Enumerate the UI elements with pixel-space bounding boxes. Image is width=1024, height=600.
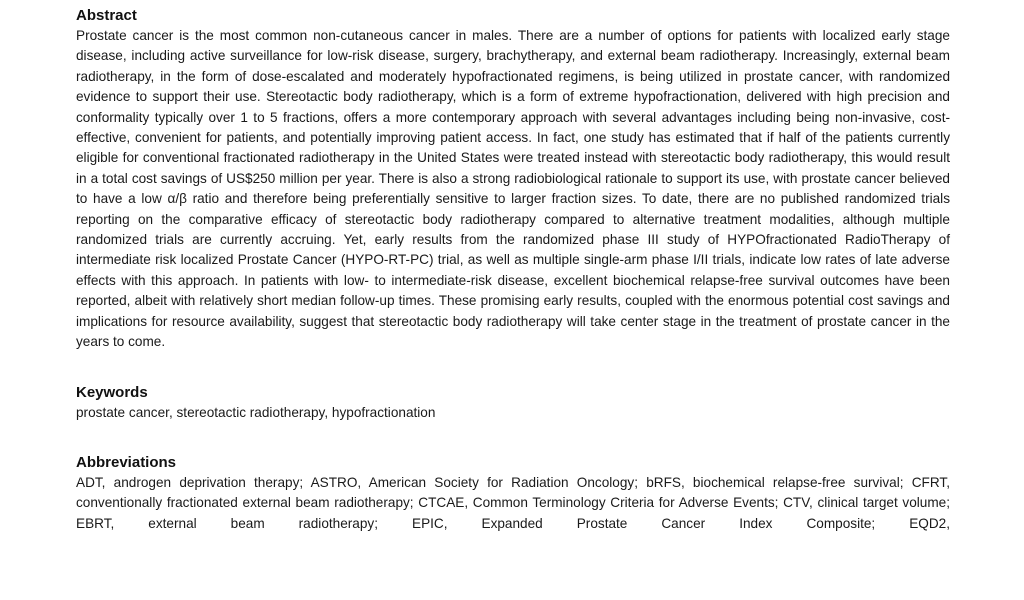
- keywords-heading: Keywords: [76, 383, 148, 401]
- abbreviations-section: [76, 453, 950, 534]
- abstract-heading: Abstract: [76, 7, 137, 24]
- abstract-section: [76, 6, 950, 353]
- keywords-section: [76, 383, 950, 423]
- abbreviations-text: ADT, androgen deprivation therapy; ASTRO, American Society for Radiation Oncology; bRFS, biochemical relapse-free survival; CFRT, conventionally fractionated external beam radiotherapy; CTCAE, Common Terminology Criteria for Adverse Events; CTV, clinical target volume; EBRT, external beam radiotherapy; EPIC, Expanded Prostate Cancer Index Composite; EQD2,: [76, 474, 950, 531]
- keywords-text: prostate cancer, stereotactic radiotherapy, hypofractionation: [76, 404, 436, 420]
- article-page: [76, 6, 950, 534]
- abstract-text: Prostate cancer is the most common non-cutaneous cancer in males. There are a number of options for patients with localized early stage disease, including active surveillance for low-risk disease, surgery, brachytherapy, and external beam radiotherapy. Increasingly, external beam radiotherapy, in the form of dose-escalated and moderately hypofractionated regimens, is being utilized in prostate cancer, with randomized evidence to support their use. Stereotactic body radiotherapy, which is a form of extreme hypofractionation, delivered with high precision and conformality typically over 1 to 5 fractions, offers a more contemporary approach with several advantages including being non-invasive, cost-effective, convenient for patients, and potentially improving patient access. In fact, one study has estimated that if half of the patients currently eligible for conventional fractionated radiotherapy in the United States were treated instead with stereotactic body radiotherapy, this would result in a total cost savings of US$250 million per year. There is also a strong radiobiological rationale to support its use, with prostate cancer believed to have a low α/β ratio and therefore being preferentially sensitive to larger fraction sizes. To date, there are no published randomized trials reporting on the comparative efficacy of stereotactic body radiotherapy compared to alternative treatment modalities, although multiple randomized trials are currently accruing. Yet, early results from the randomized phase III study of HYPOfractionated RadioTherapy of intermediate risk localized Prostate Cancer (HYPO-RT-PC) trial, as well as multiple single-arm phase I/II trials, indicate low rates of late adverse effects with this approach. In patients with low- to intermediate-risk disease, excellent biochemical relapse-free survival outcomes have been reported, albeit with relatively short median follow-up times. These promising early results, coupled with the enormous potential cost savings and implications for resource availability, suggest that stereotactic body radiotherapy will take center stage in the treatment of prostate cancer in the years to come.: [76, 28, 950, 350]
- abbreviations-heading: Abbreviations: [76, 453, 177, 471]
